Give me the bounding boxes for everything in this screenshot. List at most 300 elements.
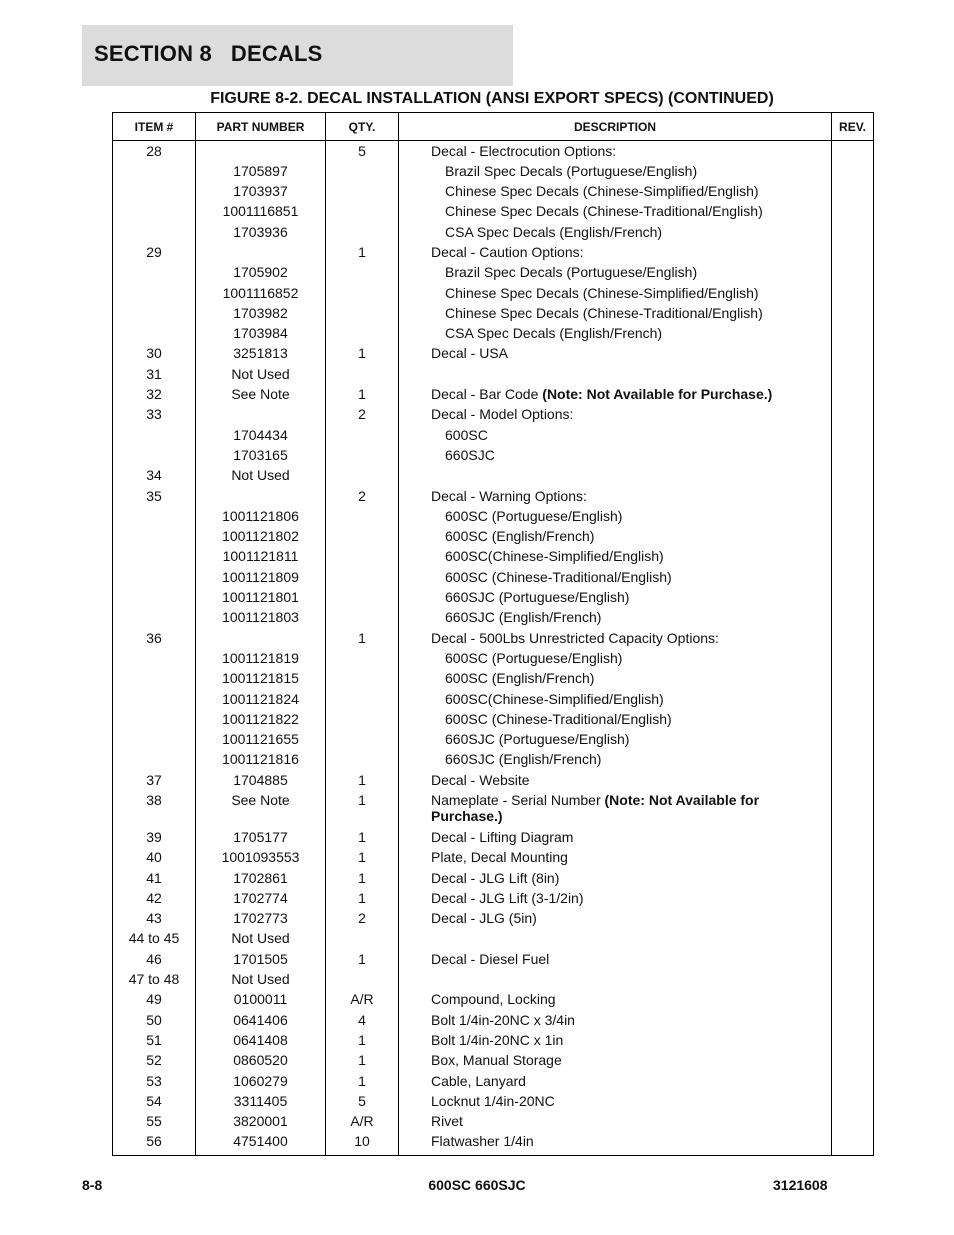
qty-cell: 4 [326,1010,399,1030]
rev-cell [832,628,874,648]
part-number-cell: 1702861 [196,868,326,888]
table-row [113,323,874,343]
rev-cell [832,648,874,668]
table-row [113,404,874,424]
table-row [113,283,874,303]
description-cell [399,928,832,948]
description-text: CSA Spec Decals (English/French) [445,325,663,342]
part-number-cell: 1701505 [196,949,326,969]
figure-title: FIGURE 8-2. DECAL INSTALLATION (ANSI EXPORT SPECS) (CONTINUED) [210,90,774,107]
description-cell [399,709,832,729]
description-cell [399,465,832,485]
item-number-cell: 43 [113,908,196,928]
description-text: 660SJC (English/French) [445,751,602,768]
part-number-cell: 1703937 [196,181,326,201]
description-cell [399,1131,832,1155]
description-text: Chinese Spec Decals (Chinese-Simplified/English) [445,183,759,200]
qty-cell [326,567,399,587]
description-cell [399,1091,832,1111]
rev-cell [832,928,874,948]
part-number-cell: 1703984 [196,323,326,343]
description-cell [399,445,832,465]
item-number-cell: 32 [113,384,196,404]
item-number-cell [113,749,196,769]
qty-cell [326,181,399,201]
description-cell [399,908,832,928]
table-row [113,1010,874,1030]
item-number-cell [113,729,196,749]
rev-cell [832,506,874,526]
table-row [113,445,874,465]
item-number-cell: 33 [113,404,196,424]
rev-cell [832,303,874,323]
item-number-cell: 51 [113,1030,196,1050]
table-row [113,928,874,948]
description-text: Bolt 1/4in-20NC x 3/4in [431,1011,575,1028]
description-text: Bolt 1/4in-20NC x 1in [431,1031,564,1048]
qty-cell [326,587,399,607]
part-number-cell [196,404,326,424]
description-text: 600SC (Chinese-Traditional/English) [445,710,672,727]
rev-cell [832,161,874,181]
rev-cell [832,689,874,709]
table-row [113,790,874,827]
qty-cell: 10 [326,1131,399,1155]
description-cell [399,989,832,1009]
qty-cell: A/R [326,1111,399,1131]
description-text: 660SJC (English/French) [445,609,602,626]
item-number-cell [113,689,196,709]
table-row [113,201,874,221]
part-number-cell: 0641408 [196,1030,326,1050]
rev-cell [832,989,874,1009]
rev-cell [832,323,874,343]
table-row [113,161,874,181]
description-cell [399,343,832,363]
description-text: Decal - Lifting Diagram [431,829,574,845]
qty-cell [326,749,399,769]
part-number-cell: 1705897 [196,161,326,181]
description-cell [399,384,832,404]
rev-cell [832,1071,874,1091]
description-cell [399,141,832,161]
item-number-cell: 55 [113,1111,196,1131]
item-number-cell [113,506,196,526]
qty-cell [326,668,399,688]
part-number-cell: 4751400 [196,1131,326,1155]
qty-cell: A/R [326,989,399,1009]
qty-cell [326,648,399,668]
rev-cell [832,908,874,928]
table-row [113,465,874,485]
qty-cell: 1 [326,384,399,404]
item-number-cell: 47 to 48 [113,969,196,989]
rev-cell [832,343,874,363]
item-number-cell: 44 to 45 [113,928,196,948]
qty-cell [326,222,399,242]
rev-cell [832,668,874,688]
rev-cell [832,868,874,888]
description-note: (Note: Not Available for Purchase.) [431,792,760,824]
rev-cell [832,1131,874,1155]
part-number-cell: 1001121819 [196,648,326,668]
qty-cell [326,928,399,948]
description-text: 600SC(Chinese-Simplified/English) [445,548,664,565]
rev-cell [832,404,874,424]
item-number-cell [113,161,196,181]
description-cell [399,486,832,506]
item-number-cell [113,222,196,242]
qty-cell [326,425,399,445]
rev-cell [832,384,874,404]
part-number-cell: Not Used [196,928,326,948]
qty-cell: 1 [326,1030,399,1050]
table-row [113,888,874,908]
qty-cell: 1 [326,827,399,847]
item-number-cell: 53 [113,1071,196,1091]
table-row [113,770,874,790]
part-number-cell: 1001121801 [196,587,326,607]
part-number-cell: 0860520 [196,1050,326,1070]
item-number-cell: 28 [113,141,196,161]
description-cell [399,790,832,827]
part-number-cell [196,242,326,262]
part-number-cell: 0641406 [196,1010,326,1030]
rev-cell [832,181,874,201]
description-cell [399,323,832,343]
qty-cell [326,729,399,749]
description-text: 600SC (Portuguese/English) [445,649,623,666]
rev-cell [832,770,874,790]
description-cell [399,425,832,445]
description-cell [399,242,832,262]
table-row [113,668,874,688]
item-number-cell: 42 [113,888,196,908]
part-number-cell: 1001121809 [196,567,326,587]
table-row [113,847,874,867]
item-number-cell [113,567,196,587]
item-number-cell: 35 [113,486,196,506]
item-number-cell: 37 [113,770,196,790]
qty-cell [326,607,399,627]
description-text: Locknut 1/4in-20NC [431,1092,555,1109]
item-number-cell [113,303,196,323]
description-text: Plate, Decal Mounting [431,849,568,866]
rev-cell [832,1111,874,1131]
rev-cell [832,749,874,769]
column-header-description: DESCRIPTION [399,113,832,141]
part-number-cell: 1001121816 [196,749,326,769]
table-row [113,303,874,323]
description-cell [399,729,832,749]
item-number-cell: 34 [113,465,196,485]
section-banner [82,25,513,86]
item-number-cell: 38 [113,790,196,827]
part-number-cell: See Note [196,790,326,827]
rev-cell [832,141,874,161]
description-text: Decal - Model Options: [431,406,574,423]
table-header-row [113,113,874,141]
model-name: 600SC 660SJC [428,1177,526,1193]
item-number-cell: 56 [113,1131,196,1155]
table-row [113,949,874,969]
item-number-cell [113,648,196,668]
item-number-cell: 50 [113,1010,196,1030]
rev-cell [832,1050,874,1070]
rev-cell [832,847,874,867]
part-number-cell: 1705177 [196,827,326,847]
qty-cell [326,465,399,485]
description-cell [399,161,832,181]
rev-cell [832,486,874,506]
qty-cell: 1 [326,868,399,888]
part-number-cell: 1704434 [196,425,326,445]
item-number-cell: 54 [113,1091,196,1111]
description-cell [399,567,832,587]
description-text: 600SC (English/French) [445,528,595,545]
document-number: 3121608 [773,1177,828,1193]
description-text: Decal - Caution Options: [431,243,584,260]
table-row [113,222,874,242]
column-header-qty: QTY. [326,113,399,141]
description-text: 660SJC [445,446,495,463]
table-row [113,969,874,989]
table-row [113,364,874,384]
part-number-cell: 1703936 [196,222,326,242]
table-row [113,567,874,587]
table-row [113,989,874,1009]
part-number-cell: 1001116851 [196,201,326,221]
description-text: Decal - JLG Lift (8in) [431,869,560,886]
description-cell [399,222,832,242]
part-number-cell: 0100011 [196,989,326,1009]
rev-cell [832,790,874,827]
description-text: Cable, Lanyard [431,1072,526,1089]
table-row [113,242,874,262]
table-row [113,908,874,928]
section-title: SECTION 8 DECALS [94,41,323,66]
rev-cell [832,607,874,627]
rev-cell [832,729,874,749]
table-row [113,1050,874,1070]
rev-cell [832,587,874,607]
description-cell [399,546,832,566]
part-number-cell: 1705902 [196,262,326,282]
column-header-part-number: PART NUMBER [196,113,326,141]
column-header-item: ITEM # [113,113,196,141]
description-cell [399,404,832,424]
table-row [113,526,874,546]
part-number-cell: 1001121802 [196,526,326,546]
description-cell [399,770,832,790]
item-number-cell: 49 [113,989,196,1009]
rev-cell [832,242,874,262]
part-number-cell: 1001121811 [196,546,326,566]
description-cell [399,1030,832,1050]
qty-cell: 2 [326,404,399,424]
description-cell [399,201,832,221]
description-text: 600SC (English/French) [445,670,595,687]
description-cell [399,262,832,282]
table-row [113,262,874,282]
qty-cell: 1 [326,1050,399,1070]
table-row [113,1071,874,1091]
part-number-cell: Not Used [196,969,326,989]
item-number-cell [113,546,196,566]
part-number-cell: 1703982 [196,303,326,323]
rev-cell [832,526,874,546]
item-number-cell [113,425,196,445]
table-row [113,506,874,526]
qty-cell: 1 [326,628,399,648]
qty-cell [326,262,399,282]
table-row [113,486,874,506]
table-row [113,689,874,709]
qty-cell [326,445,399,465]
description-text: Chinese Spec Decals (Chinese-Simplified/English) [445,284,759,301]
item-number-cell [113,323,196,343]
description-cell [399,648,832,668]
description-cell [399,587,832,607]
description-cell [399,847,832,867]
table-row [113,868,874,888]
rev-cell [832,445,874,465]
item-number-cell [113,607,196,627]
rev-cell [832,1091,874,1111]
description-text: Box, Manual Storage [431,1052,562,1069]
description-text: Decal - JLG Lift (3-1/2in) [431,889,584,906]
rev-cell [832,425,874,445]
qty-cell [326,709,399,729]
qty-cell [326,969,399,989]
description-text: Decal - Diesel Fuel [431,950,550,967]
part-number-cell [196,628,326,648]
description-text: 660SJC (Portuguese/English) [445,731,630,748]
item-number-cell: 52 [113,1050,196,1070]
table-row [113,181,874,201]
item-number-cell: 29 [113,242,196,262]
part-number-cell: 3251813 [196,343,326,363]
rev-cell [832,546,874,566]
description-text: 600SC [445,426,488,443]
table-row [113,1131,874,1155]
part-number-cell: 1001116852 [196,283,326,303]
table-row [113,425,874,445]
item-number-cell [113,668,196,688]
item-number-cell: 40 [113,847,196,867]
item-number-cell: 46 [113,949,196,969]
description-cell [399,949,832,969]
item-number-cell: 39 [113,827,196,847]
description-text: Chinese Spec Decals (Chinese-Traditional/English) [445,203,763,220]
description-cell [399,668,832,688]
description-cell [399,181,832,201]
table-row [113,827,874,847]
description-cell [399,868,832,888]
part-number-cell: 3820001 [196,1111,326,1131]
qty-cell: 1 [326,1071,399,1091]
description-text: Decal - Electrocution Options: [431,143,617,159]
qty-cell: 5 [326,1091,399,1111]
column-header-rev: REV. [832,113,874,141]
description-text: Chinese Spec Decals (Chinese-Traditional/English) [445,304,763,321]
table-row [113,1030,874,1050]
item-number-cell [113,526,196,546]
item-number-cell [113,709,196,729]
description-cell [399,607,832,627]
description-text: Decal - JLG (5in) [431,910,537,927]
table-row [113,384,874,404]
description-text: 600SC(Chinese-Simplified/English) [445,690,664,707]
description-cell [399,506,832,526]
description-text: CSA Spec Decals (English/French) [445,223,663,240]
description-cell [399,969,832,989]
part-number-cell: 1703165 [196,445,326,465]
table-row [113,587,874,607]
description-text: Compound, Locking [431,991,556,1008]
parts-table [112,112,874,1156]
rev-cell [832,222,874,242]
table-row [113,729,874,749]
rev-cell [832,567,874,587]
rev-cell [832,1030,874,1050]
description-text: Decal - 500Lbs Unrestricted Capacity Options: [431,629,719,646]
part-number-cell: 1702774 [196,888,326,908]
qty-cell: 2 [326,908,399,928]
description-cell [399,827,832,847]
description-cell [399,749,832,769]
qty-cell [326,364,399,384]
description-text: Decal - Bar Code [431,386,543,403]
description-cell [399,628,832,648]
table-row [113,141,874,161]
table-row [113,648,874,668]
description-text: Brazil Spec Decals (Portuguese/English) [445,162,698,179]
item-number-cell: 36 [113,628,196,648]
part-number-cell: Not Used [196,465,326,485]
description-text: Nameplate - Serial Number [431,792,605,808]
qty-cell: 1 [326,343,399,363]
part-number-cell [196,486,326,506]
part-number-cell: 1001093553 [196,847,326,867]
item-number-cell [113,201,196,221]
description-cell [399,1111,832,1131]
qty-cell: 1 [326,888,399,908]
table-body [113,141,874,1156]
item-number-cell [113,587,196,607]
qty-cell: 1 [326,949,399,969]
qty-cell: 2 [326,486,399,506]
item-number-cell [113,262,196,282]
rev-cell [832,1010,874,1030]
description-cell [399,888,832,908]
description-text: Decal - Warning Options: [431,487,587,504]
qty-cell: 1 [326,847,399,867]
table-row [113,709,874,729]
qty-cell [326,303,399,323]
part-number-cell: 1702773 [196,908,326,928]
description-cell [399,283,832,303]
item-number-cell [113,445,196,465]
rev-cell [832,888,874,908]
part-number-cell: See Note [196,384,326,404]
description-cell [399,1071,832,1091]
qty-cell: 5 [326,141,399,161]
description-text: Decal - USA [431,345,509,362]
part-number-cell: 1060279 [196,1071,326,1091]
part-number-cell [196,141,326,161]
rev-cell [832,969,874,989]
